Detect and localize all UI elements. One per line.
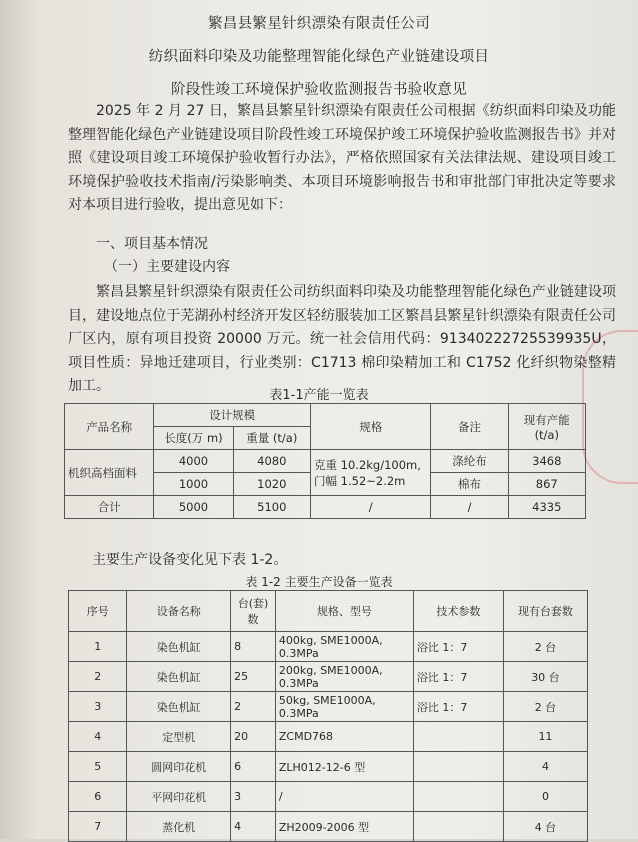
cell-qty: 3: [231, 782, 276, 812]
cell-param: 浴比 1：7: [413, 662, 503, 692]
title-opinion: 阶段性竣工环境保护验收监测报告书验收意见: [171, 82, 467, 98]
section-heading-1-1: （一）主要建设内容: [104, 259, 230, 275]
table-row: [69, 632, 588, 662]
cell-no: 4: [69, 722, 127, 752]
cell-model: /: [275, 782, 413, 812]
cell-total-current: 4335: [508, 496, 585, 519]
cell-length: 1000: [154, 473, 233, 496]
cell-current: 4 台: [503, 812, 587, 842]
cell-qty: 8: [231, 632, 276, 662]
cell-model: ZLH012-12-6 型: [275, 752, 413, 782]
cell-note: 棉布: [431, 473, 508, 496]
th-current: 现有产能 (t/a): [508, 404, 585, 450]
cell-name: 蒸化机: [127, 812, 231, 842]
cell-total-note: /: [431, 496, 508, 519]
cell-param: [413, 812, 503, 842]
cell-current: 0: [503, 782, 587, 812]
cell-note: 涤纶布: [431, 450, 508, 473]
cell-param: 浴比 1：7: [413, 692, 503, 722]
cell-name: 染色机缸: [127, 662, 231, 692]
th-model: 规格、型号: [275, 591, 413, 632]
cell-name: 平网印花机: [127, 782, 231, 812]
table1-caption: 表1-1产能一览表: [269, 388, 369, 403]
capacity-table: [64, 403, 586, 519]
cell-param: [413, 782, 503, 812]
table-row: [69, 812, 588, 842]
cell-total-label: 合计: [65, 496, 154, 519]
th-param: 技术参数: [413, 591, 503, 632]
cell-model: ZCMD768: [275, 722, 413, 752]
th-design: 设计规模: [154, 404, 311, 427]
cell-current: 3468: [508, 450, 585, 473]
th-length: 长度(万 m): [154, 427, 233, 450]
cell-no: 2: [69, 662, 127, 692]
cell-no: 7: [69, 812, 127, 842]
cell-model: ZH2009-2006 型: [275, 812, 413, 842]
th-name: 设备名称: [127, 591, 231, 632]
cell-current: 867: [508, 473, 585, 496]
th-note: 备注: [431, 404, 508, 450]
intro-paragraph: 2025 年 2 月 27 日，繁昌县繁星针织漂染有限责任公司根据《纺织面料印染及功能整理智能化绿色产业链建设项目阶段性竣工环境保护竣工环境保护验收监测报告书》并对照《建设项目竣工环境保护验收暂行办法》，严格依照国家有关法律法规、建设项目竣工环境保护验收技术指南/污染影响类、本项目环境影响报告书和审批部门审批决定等要求对本项目进行验收，提出意见如下：: [68, 103, 616, 213]
cell-total-weight: 5100: [233, 496, 310, 519]
cell-qty: 4: [231, 812, 276, 842]
title-project: 纺织面料印染及功能整理智能化绿色产业链建设项目: [148, 49, 490, 65]
th-spec: 规格: [311, 404, 431, 450]
cell-no: 1: [69, 632, 127, 662]
cell-current: 30 台: [503, 662, 587, 692]
body-paragraph: 繁昌县繁星针织漂染有限责任公司纺织面料印染及功能整理智能化绿色产业链建设项目，建设地点位于芜湖孙村经济开发区轻纺服装加工区繁昌县繁星针织漂染有限责任公司厂区内，原有项目投资 20000 万元。统一社会信用代码：91340222725539935U，项目性质：异地迁建项目，行业类别：C1713 棉印染精加工和 C1752 化纤织物染整精加工。: [68, 284, 616, 394]
table-row: [69, 662, 588, 692]
cell-total-spec: /: [311, 496, 431, 519]
cell-name: 圆网印花机: [127, 752, 231, 782]
cell-product: 机织高档面料: [65, 450, 154, 496]
cell-model: 50kg, SME1000A, 0.3MPa: [275, 692, 413, 722]
cell-no: 6: [69, 782, 127, 812]
equipment-table: [68, 590, 588, 842]
cell-total-length: 5000: [154, 496, 233, 519]
section-heading-1: 一、项目基本情况: [96, 236, 208, 252]
cell-param: [413, 722, 503, 752]
cell-name: 染色机缸: [127, 692, 231, 722]
cell-spec: 克重 10.2kg/100m, 门幅 1.52~2.2m: [311, 450, 431, 496]
cell-qty: 6: [231, 752, 276, 782]
th-product: 产品名称: [65, 404, 154, 450]
cell-qty: 20: [231, 722, 276, 752]
cell-param: 浴比 1：7: [413, 632, 503, 662]
cell-current: 4: [503, 752, 587, 782]
th-qty: 台(套)数: [231, 591, 276, 632]
table-row: [69, 752, 588, 782]
th-weight: 重量 (t/a): [233, 427, 310, 450]
cell-model: 400kg, SME1000A, 0.3MPa: [275, 632, 413, 662]
cell-weight: 4080: [233, 450, 310, 473]
cell-qty: 2: [231, 692, 276, 722]
cell-current: 2 台: [503, 692, 587, 722]
cell-qty: 25: [231, 662, 276, 692]
equipment-intro: 主要生产设备变化见下表 1-2。: [92, 552, 288, 568]
cell-length: 4000: [154, 450, 233, 473]
cell-model: 200kg, SME1000A, 0.3MPa: [275, 662, 413, 692]
cell-no: 3: [69, 692, 127, 722]
cell-weight: 1020: [233, 473, 310, 496]
cell-param: [413, 752, 503, 782]
table2-caption: 表 1-2 主要生产设备一览表: [245, 575, 393, 589]
cell-name: 定型机: [127, 722, 231, 752]
table-row: [69, 722, 588, 752]
title-company: 繁昌县繁星针织漂染有限责任公司: [208, 16, 430, 32]
cell-current: 2 台: [503, 632, 587, 662]
cell-current: 11: [503, 722, 587, 752]
th-current: 现有台套数: [503, 591, 587, 632]
table-row: [69, 692, 588, 722]
th-no: 序号: [69, 591, 127, 632]
cell-no: 5: [69, 752, 127, 782]
cell-name: 染色机缸: [127, 632, 231, 662]
table-row: [69, 782, 588, 812]
